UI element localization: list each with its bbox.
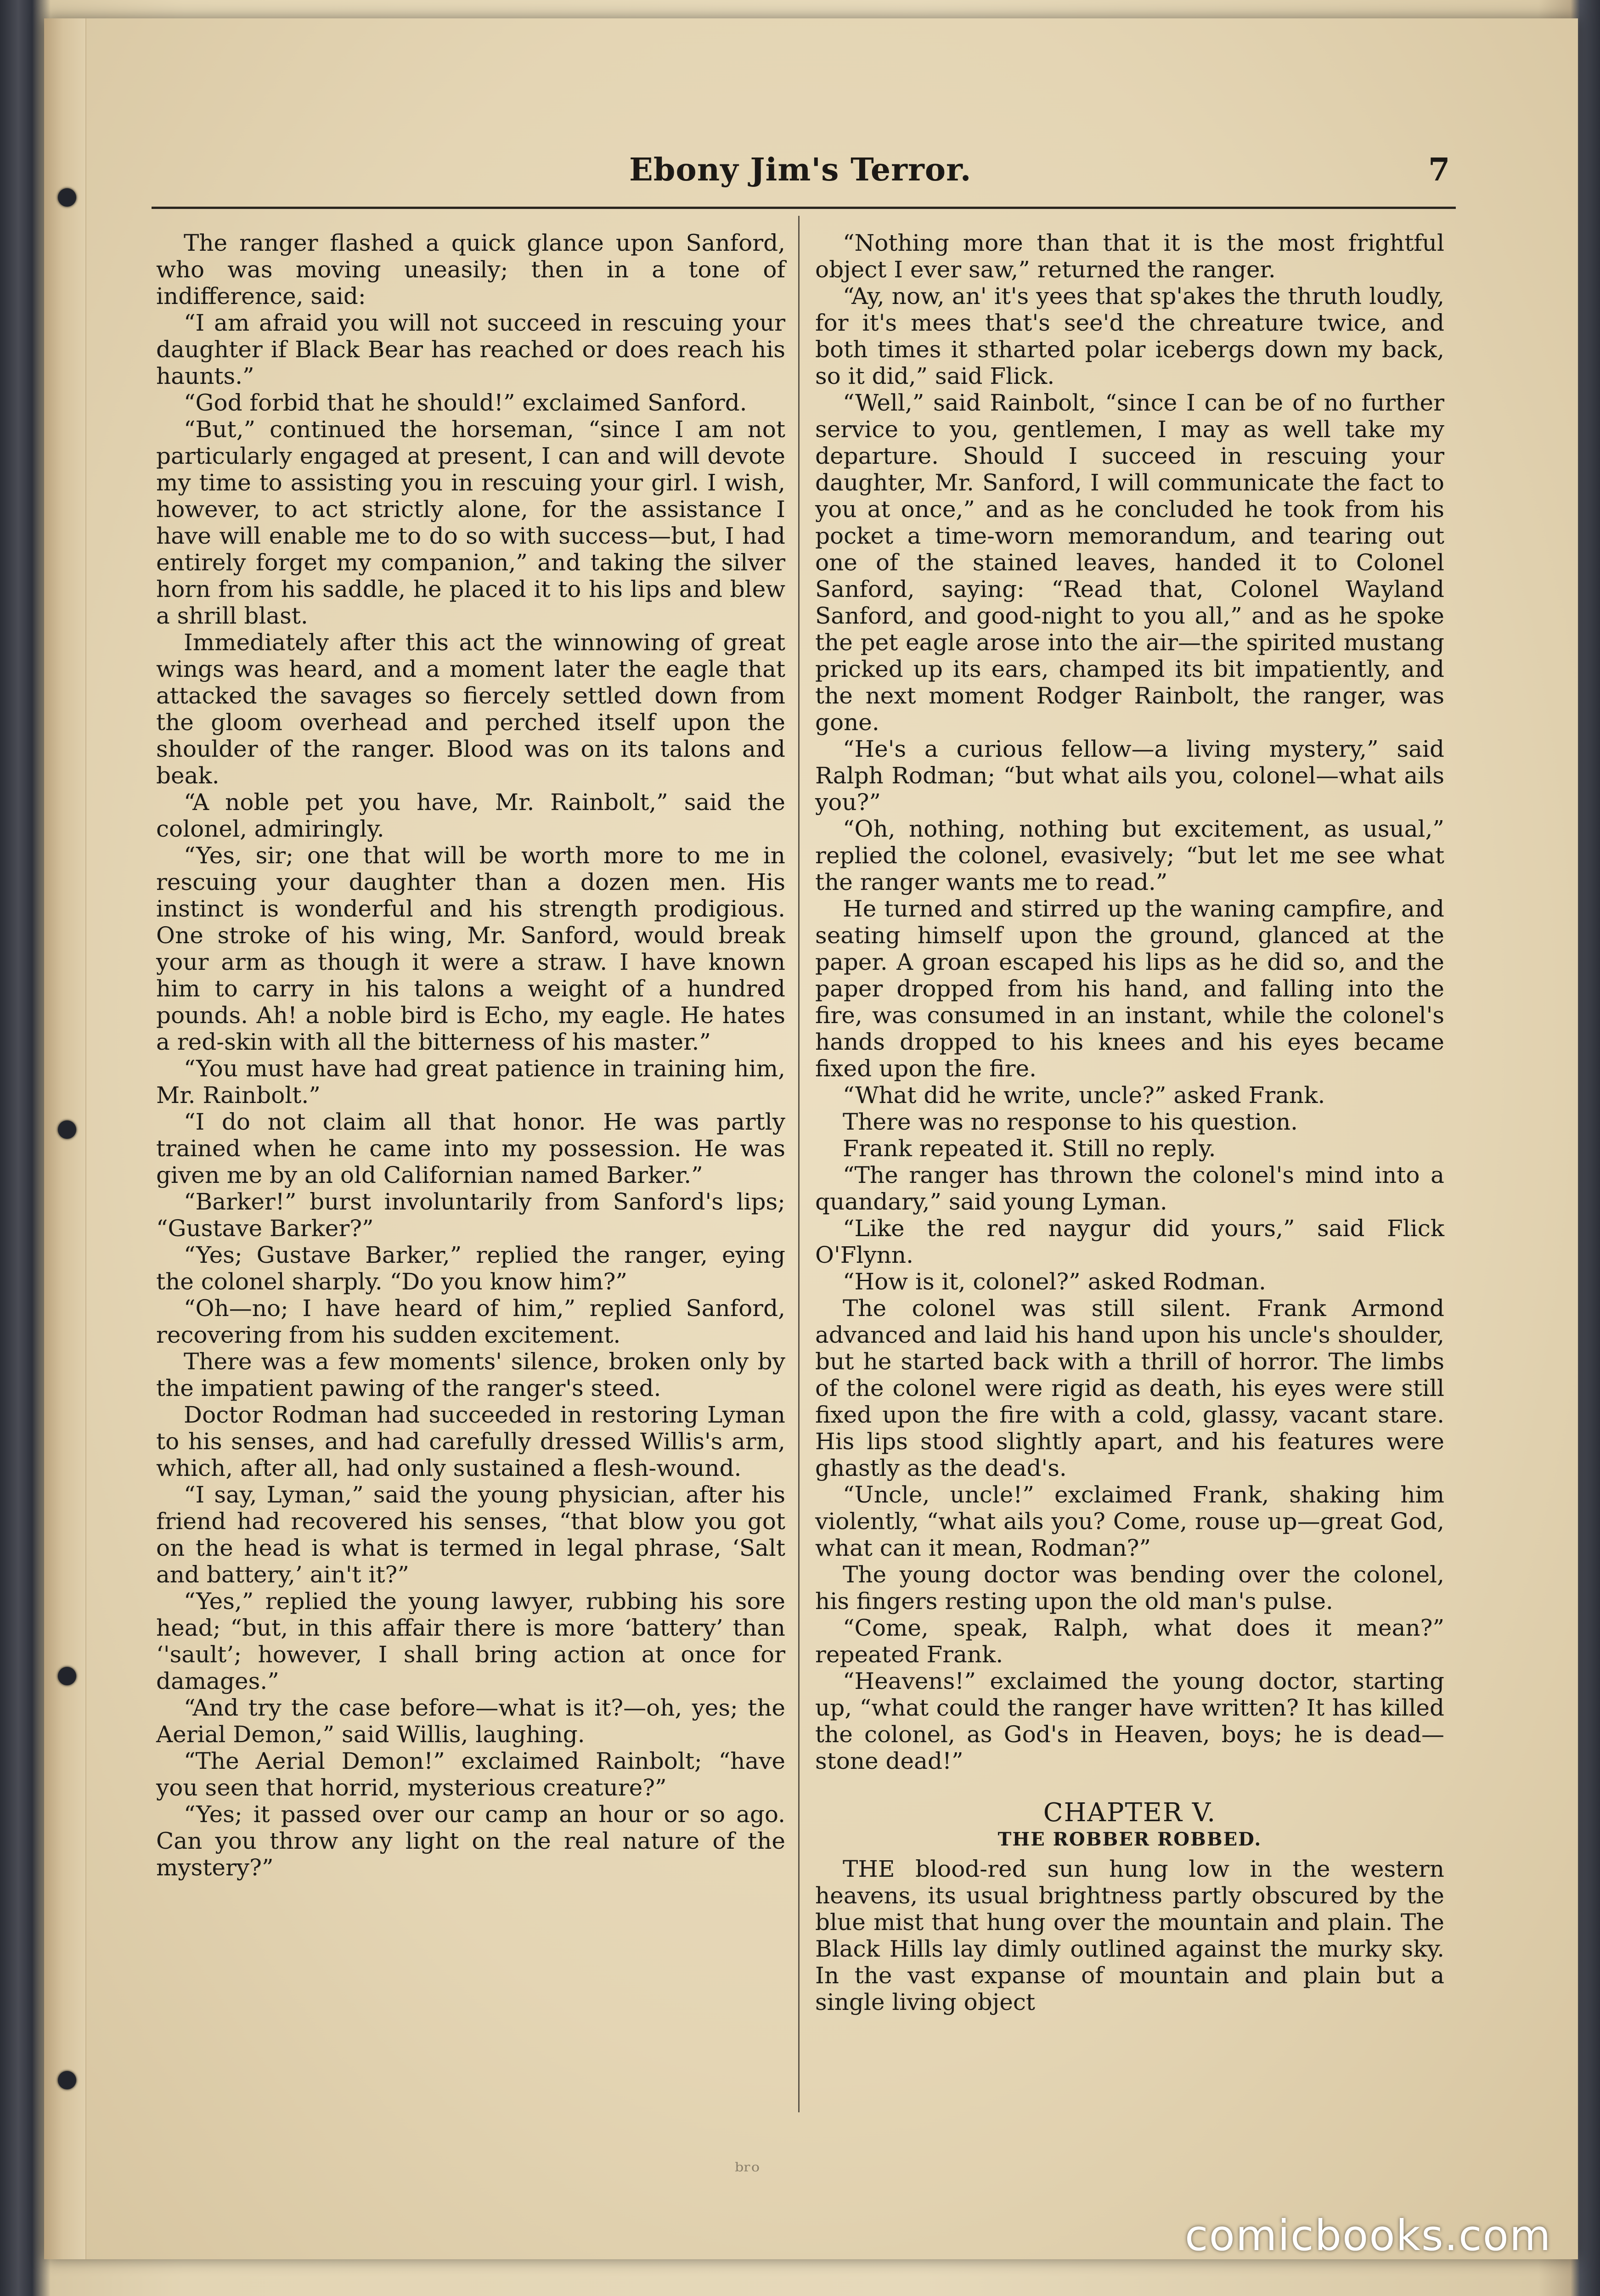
paragraph: “I say, Lyman,” said the young physician, after his friend had recovered his senses, “that blow you got on the head is what is termed in legal phrase, ‘Salt and battery,’ ain't it?” [156,1481,785,1588]
paragraph: “Yes; it passed over our camp an hour or so ago. Can you throw any light on the real nature of the mystery?” [156,1801,785,1881]
paragraph: There was a few moments' silence, broken only by the impatient pawing of the ranger's steed. [156,1348,785,1401]
site-watermark: comicbooks.com [1185,2211,1552,2260]
paragraph: “How is it, colonel?” asked Rodman. [843,1268,1266,1295]
paragraph: “Well,” said Rainbolt, “since I can be of no further service to you, gentlemen, I may as well take my departure. Should I succeed in rescuing your daughter, Mr. Sanford, I will communicate the fact to you at once,” and as he concluded he took from his pocket a time-worn memorandum, and tearing out one of the stained leaves, handed it to Colonel Sanford, saying: “Read that, Colonel Wayland Sanford, and good-night to you all,” and as he spoke the pet eagle arose into the air—the spirited mustang pricked up its ears, champed its bit impatiently, and the next moment Rodger Rainbolt, the ranger, was gone. [815,389,1444,736]
paragraph: “Barker!” burst involuntarily from Sanford's lips; “Gustave Barker?” [156,1188,785,1242]
chapter-subtitle: THE ROBBER ROBBED. [997,1829,1262,1850]
paragraph: “Yes,” replied the young lawyer, rubbing his sore head; “but, in this affair there is more ‘battery’ than ‘'sault’; however, I shall bring action at once for damages.” [156,1588,785,1694]
paragraph: “I do not claim all that honor. He was partly trained when he came into my possession. He was given me by an old Californian named Barker.” [156,1109,785,1188]
paragraph: The colonel was still silent. Frank Armond advanced and laid his hand upon his uncle's shoulder, but he started back with a thrill of horror. The limbs of the colonel were rigid as death, his eyes were still fixed upon the fire with a cold, glassy, vacant stare. His lips stood slightly apart, and his features were ghastly as the dead's. [815,1295,1444,1481]
paragraph: Doctor Rodman had succeeded in restoring Lyman to his senses, and had carefully dressed Willis's arm, which, after all, had only sustained a flesh-wound. [156,1401,785,1481]
paragraph: “What did he write, uncle?” asked Frank. [843,1082,1325,1109]
paragraph: Immediately after this act the winnowing of great wings was heard, and a moment later the eagle that attacked the savages so fiercely settled down from the gloom overhead and perched itself upon the shoulder of the ranger. Blood was on its talons and beak. [156,629,785,789]
paragraph: “Nothing more than that it is the most frightful object I ever saw,” returned the ranger. [815,230,1444,283]
binding-hole [58,188,76,207]
chapter-title: CHAPTER V. [1043,1798,1217,1828]
paragraph: “Oh, nothing, nothing but excitement, as usual,” replied the colonel, evasively; “but let me see what the ranger wants me to read.” [815,816,1444,895]
paragraph: “God forbid that he should!” exclaimed Sanford. [184,389,747,416]
paragraph: “I am afraid you will not succeed in rescuing your daughter if Black Bear has reached or does reach his haunts.” [156,310,785,389]
paragraph: “Come, speak, Ralph, what does it mean?” repeated Frank. [815,1615,1444,1668]
paragraph: The ranger flashed a quick glance upon Sanford, who was moving uneasily; then in a tone of indifference, said: [156,230,785,310]
running-title: Ebony Jim's Terror. [629,152,972,188]
paragraph: The young doctor was bending over the colonel, his fingers resting upon the old man's pulse. [815,1561,1444,1615]
paragraph: “Ay, now, an' it's yees that sp'akes the thruth loudly, for it's mees that's see'd the chreature twice, and both times it stharted polar icebergs down my back, so it did,” said Flick. [815,283,1444,389]
paragraph: “You must have had great patience in training him, Mr. Rainbolt.” [156,1055,785,1109]
paragraph: Frank repeated it. Still no reply. [843,1135,1216,1162]
header-rule [152,207,1456,209]
binding-hole [58,1120,76,1139]
page-number: 7 [1428,152,1450,188]
paragraph: “He's a curious fellow—a living mystery,” said Ralph Rodman; “but what ails you, colonel—what ails you?” [815,736,1444,816]
paragraph: There was no response to his question. [843,1109,1298,1135]
paragraph: “Uncle, uncle!” exclaimed Frank, shaking him violently, “what ails you? Come, rouse up—great God, what can it mean, Rodman?” [815,1481,1444,1561]
paragraph: “Like the red naygur did yours,” said Flick O'Flynn. [815,1215,1444,1268]
paragraph: “But,” continued the horseman, “since I am not particularly engaged at present, I can and will devote my time to assisting you in rescuing your girl. I wish, however, to act strictly alone, for the assistance I have will enable me to do so with success—but, I had entirely forget my companion,” and taking the silver horn from his saddle, he placed it to his lips and blew a shrill blast. [156,416,785,629]
paragraph: THE blood-red sun hung low in the western heavens, its usual brightness partly obscured by the blue mist that hung over the mountain and plain. The Black Hills lay dimly outlined against the murky sky. In the vast expanse of mountain and plain but a single living object [815,1856,1444,2015]
paragraph: “Yes, sir; one that will be worth more to me in rescuing your daughter than a dozen men. His instinct is wonderful and his strength prodigious. One stroke of his wing, Mr. Sanford, would break your arm as though it were a straw. I have known him to carry in his talons a weight of a hundred pounds. Ah! a noble bird is Echo, my eagle. He hates a red-skin with all the bitterness of his master.” [156,842,785,1055]
paragraph: “Yes; Gustave Barker,” replied the ranger, eying the colonel sharply. “Do you know him?” [156,1242,785,1295]
paragraph: “The Aerial Demon!” exclaimed Rainbolt; “have you seen that horrid, mysterious creature?” [156,1748,785,1801]
left-column [156,230,785,1881]
paragraph: “The ranger has thrown the colonel's mind into a quandary,” said young Lyman. [815,1162,1444,1215]
paragraph: “Heavens!” exclaimed the young doctor, starting up, “what could the ranger have written? It has killed the colonel, as God's in Heaven, boys; he is dead—stone dead!” [815,1668,1444,1774]
binding-hole [58,1667,76,1685]
page-binding [44,18,86,2259]
running-header [629,152,1456,202]
right-column [815,230,1444,2015]
paragraph: He turned and stirred up the waning campfire, and seating himself upon the ground, glanced at the paper. A groan escaped his lips as he did so, and the paper dropped from his hand, and falling into the fire, was consumed in an instant, while the colonel's hands dropped to his knees and his eyes became fixed upon the fire. [815,895,1444,1082]
column-divider [798,216,800,2112]
binding-hole [58,2071,76,2089]
paragraph: “A noble pet you have, Mr. Rainbolt,” said the colonel, admiringly. [156,789,785,842]
paragraph: “Oh—no; I have heard of him,” replied Sanford, recovering from his sudden excitement. [156,1295,785,1348]
paragraph: “And try the case before—what is it?—oh, yes; the Aerial Demon,” said Willis, laughing. [156,1694,785,1748]
footer-mark: ᵇʳᵒ [735,2158,760,2184]
